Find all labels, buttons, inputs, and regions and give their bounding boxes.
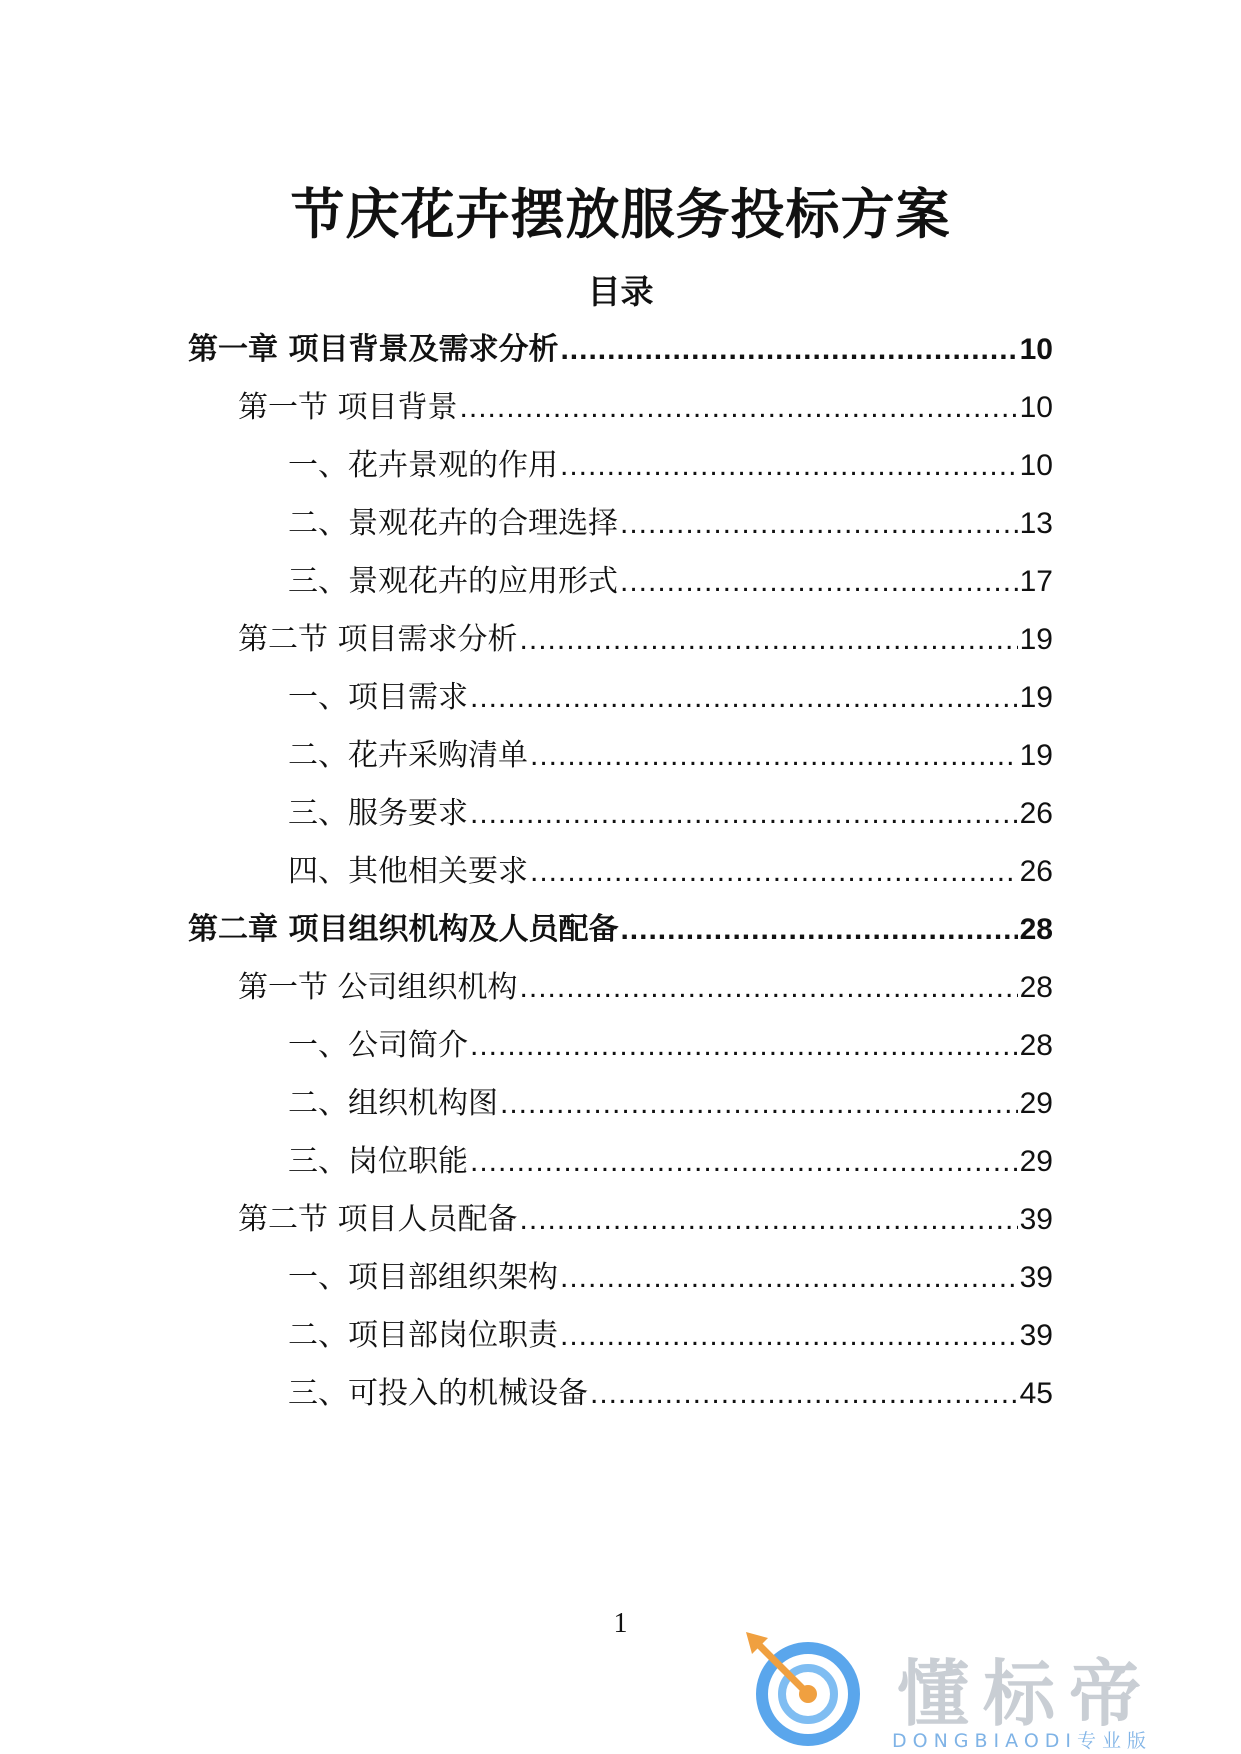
toc-leader-dots bbox=[470, 1021, 1018, 1071]
toc-page-number: 39 bbox=[1019, 1319, 1053, 1352]
toc-leader-dots bbox=[470, 673, 1018, 723]
toc-page-number: 29 bbox=[1019, 1087, 1053, 1120]
toc-page-number: 39 bbox=[1019, 1261, 1053, 1294]
toc-entry[interactable] bbox=[288, 557, 1053, 607]
toc-entry-text: 一、项目需求 bbox=[288, 680, 468, 715]
toc-entry-text: 第二章 项目组织机构及人员配备 bbox=[188, 912, 619, 947]
toc-page-number: 29 bbox=[1019, 1145, 1053, 1178]
toc-page-number: 10 bbox=[1019, 333, 1053, 366]
toc-entry-text: 第一章 项目背景及需求分析 bbox=[188, 332, 559, 367]
toc-entry-text: 二、景观花卉的合理选择 bbox=[288, 506, 618, 541]
toc-page-number: 28 bbox=[1019, 971, 1053, 1004]
toc-leader-dots bbox=[470, 789, 1018, 839]
toc-leader-dots bbox=[620, 499, 1018, 549]
toc-leader-dots bbox=[560, 441, 1018, 491]
toc-entry[interactable] bbox=[188, 325, 1053, 375]
toc-leader-dots bbox=[530, 847, 1018, 897]
toc-entry[interactable] bbox=[288, 1311, 1053, 1361]
toc-entry[interactable] bbox=[288, 673, 1053, 723]
toc-leader-dots bbox=[560, 1253, 1018, 1303]
toc-leader-dots bbox=[560, 325, 1017, 375]
toc-entry-text: 三、岗位职能 bbox=[288, 1144, 468, 1179]
toc-entry-text: 第二节 项目需求分析 bbox=[238, 622, 518, 657]
toc-entry[interactable] bbox=[288, 1079, 1053, 1129]
toc-entry[interactable] bbox=[238, 963, 1053, 1013]
toc-page-number: 26 bbox=[1019, 797, 1053, 830]
toc-entry[interactable] bbox=[238, 383, 1053, 433]
toc-entry[interactable] bbox=[288, 731, 1053, 781]
toc-entry[interactable] bbox=[288, 847, 1053, 897]
toc-entry-text: 三、可投入的机械设备 bbox=[288, 1376, 588, 1411]
watermark bbox=[742, 1628, 1222, 1752]
document-title: 节庆花卉摆放服务投标方案 bbox=[290, 183, 951, 246]
toc-entry-text: 三、服务要求 bbox=[288, 796, 468, 831]
toc-leader-dots bbox=[520, 963, 1018, 1013]
toc-leader-dots bbox=[590, 1369, 1018, 1419]
target-arrow-icon bbox=[742, 1628, 882, 1748]
toc-entry-text: 一、项目部组织架构 bbox=[288, 1260, 558, 1295]
toc-page-number: 17 bbox=[1019, 565, 1053, 598]
toc-page-number: 10 bbox=[1019, 449, 1053, 482]
toc-entry[interactable] bbox=[288, 441, 1053, 491]
toc-entry-text: 第二节 项目人员配备 bbox=[238, 1202, 518, 1237]
toc-entry[interactable] bbox=[238, 615, 1053, 665]
toc-leader-dots bbox=[530, 731, 1018, 781]
toc-heading: 目录 bbox=[587, 272, 654, 311]
toc-entry-text: 二、花卉采购清单 bbox=[288, 738, 528, 773]
toc-entry[interactable] bbox=[288, 789, 1053, 839]
toc-leader-dots bbox=[560, 1311, 1018, 1361]
toc-entry[interactable] bbox=[288, 1137, 1053, 1187]
toc-page-number: 19 bbox=[1019, 739, 1053, 772]
toc-leader-dots bbox=[470, 1137, 1018, 1187]
toc-entry-text: 四、其他相关要求 bbox=[288, 854, 528, 889]
toc-page-number: 13 bbox=[1019, 507, 1053, 540]
toc-page-number: 45 bbox=[1019, 1377, 1053, 1410]
toc-entry-text: 二、项目部岗位职责 bbox=[288, 1318, 558, 1353]
toc-page-number: 19 bbox=[1019, 623, 1053, 656]
toc-leader-dots bbox=[520, 615, 1018, 665]
toc-entry[interactable] bbox=[238, 1195, 1053, 1245]
toc-page-number: 28 bbox=[1019, 1029, 1053, 1062]
toc-page-number: 26 bbox=[1019, 855, 1053, 888]
toc-page-number: 39 bbox=[1019, 1203, 1053, 1236]
toc-entry-text: 三、景观花卉的应用形式 bbox=[288, 564, 618, 599]
toc-entry[interactable] bbox=[188, 905, 1053, 955]
watermark-subtitle: DONGBIAODI专业版 bbox=[892, 1730, 1153, 1752]
watermark-brand: 懂标帝 bbox=[897, 1652, 1156, 1736]
toc-entry[interactable] bbox=[288, 499, 1053, 549]
toc-entry-text: 二、组织机构图 bbox=[288, 1086, 498, 1121]
toc-leader-dots bbox=[460, 383, 1018, 433]
toc-leader-dots bbox=[520, 1195, 1018, 1245]
toc-entry-text: 第一节 公司组织机构 bbox=[238, 970, 518, 1005]
toc-page-number: 10 bbox=[1019, 391, 1053, 424]
toc-page-number: 19 bbox=[1019, 681, 1053, 714]
toc-entry[interactable] bbox=[288, 1369, 1053, 1419]
toc-entry-text: 一、花卉景观的作用 bbox=[288, 448, 558, 483]
toc-entry[interactable] bbox=[288, 1253, 1053, 1303]
toc-entry-text: 第一节 项目背景 bbox=[238, 390, 458, 425]
toc-leader-dots bbox=[620, 557, 1018, 607]
toc-entry-text: 一、公司简介 bbox=[288, 1028, 468, 1063]
toc-entry[interactable] bbox=[288, 1021, 1053, 1071]
toc-leader-dots bbox=[620, 905, 1017, 955]
page-number: 1 bbox=[613, 1608, 628, 1639]
toc-leader-dots bbox=[500, 1079, 1018, 1129]
toc-page-number: 28 bbox=[1019, 913, 1053, 946]
